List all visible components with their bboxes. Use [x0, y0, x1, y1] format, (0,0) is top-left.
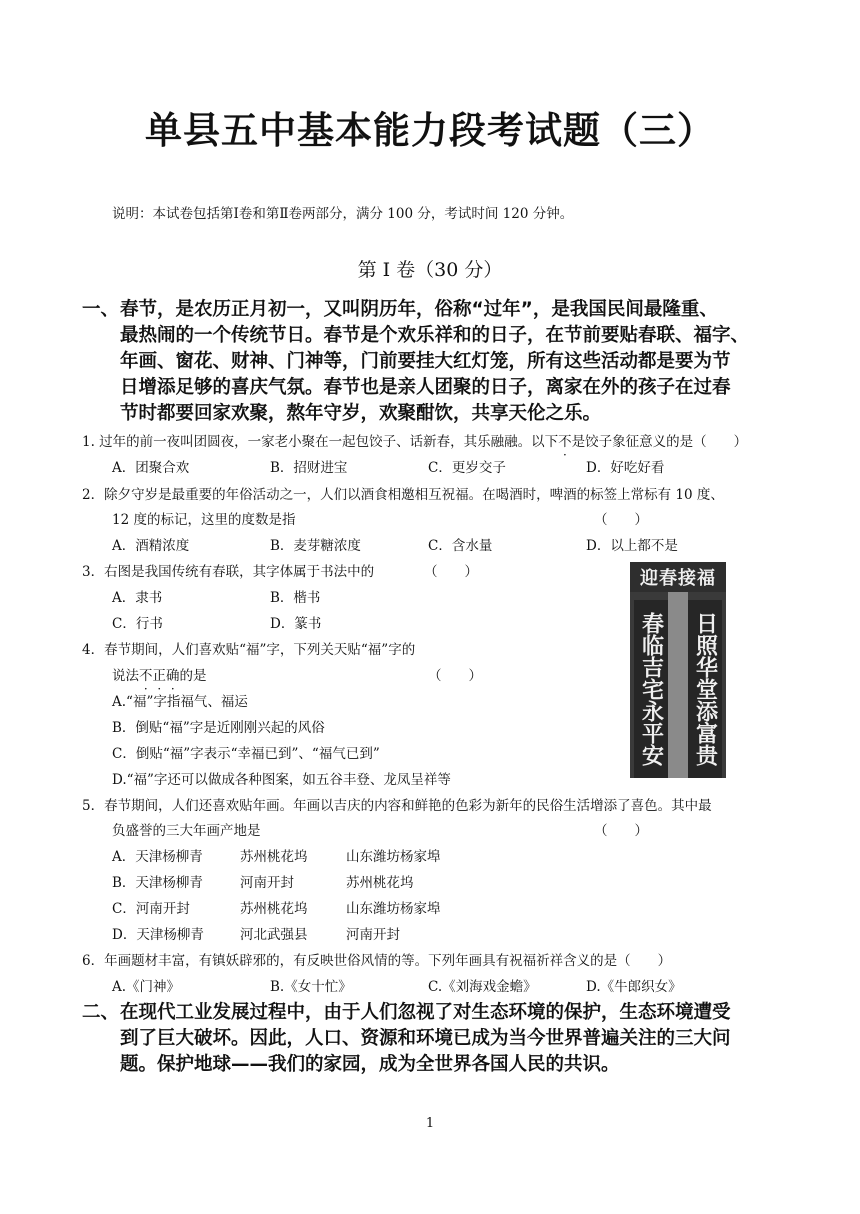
volume-heading: 第 Ⅰ 卷（30 分）	[357, 259, 503, 281]
option-d: D．篆书	[270, 616, 322, 632]
option-b: B．倒贴“福”字是近刚刚兴起的风俗	[112, 720, 325, 736]
option-c-place-2: 苏州桃花坞	[240, 901, 308, 917]
option-d-place-1: D．天津杨柳青	[112, 927, 204, 943]
option-c: C.《刘海戏金蟾》	[428, 979, 537, 995]
answer-blank: （ ）	[594, 823, 648, 839]
passage-line: 到了巨大破坏。因此，人口、资源和环境已成为当今世界普遍关注的三大问	[120, 1028, 731, 1049]
option-a: A.《门神》	[112, 979, 181, 995]
option-d: D.“福”字还可以做成各种图案，如五谷丰登、龙凤呈祥等	[112, 772, 451, 788]
option-b: B．招财进宝	[270, 460, 348, 476]
option-b: B．楷书	[270, 590, 321, 606]
option-a-place-2: 苏州桃花坞	[240, 849, 308, 865]
question-text: 是饺子象征意义的是（ ）	[571, 434, 748, 450]
option-a: A.“福”字指福气、福运	[112, 694, 248, 710]
exam-title: 单县五中基本能力段考试题（三）	[145, 109, 715, 152]
option-d-place-3: 河南开封	[346, 927, 400, 943]
option-c: C．行书	[112, 616, 163, 632]
option-d: D．好吃好看	[586, 460, 665, 476]
question-5-cont: 负盛誉的三大年画产地是	[112, 823, 261, 839]
option-a: A．团聚合欢	[112, 460, 190, 476]
question-6: 6．年画题材丰富，有镇妖辟邪的，有反映世俗风情的等。下列年画具有祝福祈祥含义的是（ ）	[82, 953, 672, 969]
option-c: C．倒贴“福”字表示“幸福已到”、“福气已到”	[112, 746, 380, 762]
option-c: C．更岁交子	[428, 460, 506, 476]
page-number: 1	[425, 1116, 435, 1131]
passage-line: 节时都要回家欢聚，熬年守岁，欢聚酣饮，共享天伦之乐。	[120, 403, 602, 424]
passage-line: 题。保护地球——我们的家园，成为全世界各国人民的共识。	[120, 1054, 620, 1075]
emphasis-char: 不	[139, 668, 153, 684]
section-number: 二、	[82, 1002, 120, 1023]
section-number: 一、	[82, 299, 120, 320]
option-b-place-1: B．天津杨柳青	[112, 875, 203, 891]
question-text: 的是	[179, 668, 207, 684]
question-1	[82, 430, 747, 450]
section-two-passage	[82, 1000, 782, 1078]
option-c: C．含水量	[428, 538, 493, 554]
question-text: 说法	[112, 668, 139, 684]
passage-line: 最热闹的一个传统节日。春节是个欢乐祥和的日子，在节前要贴春联、福字、	[120, 325, 750, 346]
option-b-place-2: 河南开封	[240, 875, 294, 891]
option-a: A．隶书	[112, 590, 163, 606]
couplet-horizontal-scroll: 迎春接福	[630, 562, 726, 592]
option-c-place-1: C．河南开封	[112, 901, 190, 917]
option-a-place-3: 山东潍坊杨家埠	[346, 849, 441, 865]
question-3: 3．右图是我国传统有春联，其字体属于书法中的	[82, 564, 375, 580]
section-one-passage	[82, 297, 782, 427]
question-2: 2．除夕守岁是最重要的年俗活动之一，人们以酒食相邀相互祝福。在喝酒时，啤酒的标签上常标有 10 度、	[82, 487, 724, 503]
answer-blank: （ ）	[428, 668, 482, 684]
option-b: B．麦芽糖浓度	[270, 538, 361, 554]
spring-couplet-image	[630, 562, 726, 778]
answer-blank: （ ）	[424, 564, 478, 580]
exam-instructions: 说明：本试卷包括第Ⅰ卷和第Ⅱ卷两部分，满分 100 分，考试时间 120 分钟。	[112, 206, 574, 222]
option-d-place-2: 河北武强县	[240, 927, 308, 943]
option-d: D.《牛郎织女》	[586, 979, 682, 995]
passage-line: 日增添足够的喜庆气氛。春节也是亲人团聚的日子，离家在外的孩子在过春	[120, 377, 731, 398]
emphasis-char: 正	[152, 668, 166, 684]
couplet-left-scroll: 春临吉宅永平安	[634, 600, 668, 778]
passage-line: 在现代工业发展过程中，由于人们忽视了对生态环境的保护，生态环境遭受	[120, 1002, 731, 1023]
couplet-right-scroll: 日照华堂添富贵	[688, 600, 722, 778]
option-a: A．酒精浓度	[112, 538, 190, 554]
emphasis-char: 确	[166, 668, 180, 684]
passage-line: 年画、窗花、财神、门神等，门前要挂大红灯笼，所有这些活动都是要为节	[120, 351, 731, 372]
question-4-cont	[112, 664, 207, 684]
option-b-place-3: 苏州桃花坞	[346, 875, 414, 891]
passage-line: 春节，是农历正月初一，又叫阴历年，俗称“过年”，是我国民间最隆重、	[120, 299, 718, 320]
couplet-background	[668, 592, 688, 778]
option-d: D．以上都不是	[586, 538, 678, 554]
option-c-place-3: 山东潍坊杨家埠	[346, 901, 441, 917]
emphasis-char: 不	[558, 434, 572, 450]
option-a-place-1: A．天津杨柳青	[112, 849, 203, 865]
question-2-cont: 12 度的标记，这里的度数是指	[112, 512, 296, 528]
question-text: 1. 过年的前一夜叫团圆夜，一家老小聚在一起包饺子、话新春，其乐融融。以下	[82, 434, 559, 450]
question-5: 5．春节期间，人们还喜欢贴年画。年画以吉庆的内容和鲜艳的色彩为新年的民俗生活增添了喜色。其中最	[82, 798, 712, 814]
question-4: 4．春节期间，人们喜欢贴“福”字，下列关天贴“福”字的	[82, 642, 416, 658]
answer-blank: （ ）	[594, 512, 648, 528]
option-b: B.《女十忙》	[270, 979, 352, 995]
